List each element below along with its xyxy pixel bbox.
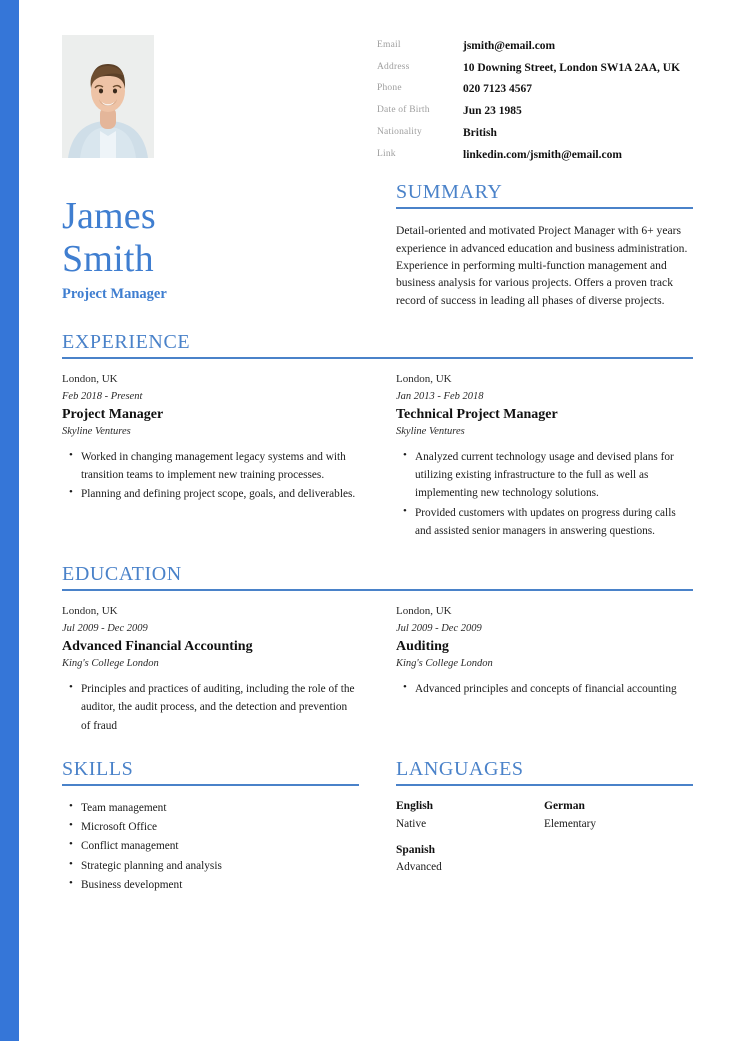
- summary-heading: SUMMARY: [396, 181, 503, 204]
- list-item: • Strategic planning and analysis: [81, 857, 359, 875]
- entry-title: Auditing: [396, 638, 449, 654]
- list-item: • Planning and defining project scope, goals, and deliverables.: [81, 485, 359, 503]
- last-name: Smith: [62, 237, 154, 280]
- entry-organization: Skyline Ventures: [396, 426, 465, 438]
- contact-row-email: [377, 39, 693, 61]
- contact-label-address: Address: [377, 61, 410, 72]
- name-and-summary-head: [62, 181, 693, 309]
- skills-rule: [62, 784, 359, 786]
- contact-value-link[interactable]: linkedin.com/jsmith@email.com: [463, 148, 622, 161]
- language-name: English: [396, 799, 434, 812]
- contact-value-address: 10 Downing Street, London SW1A 2AA, UK: [463, 61, 681, 74]
- language-level: Elementary: [544, 817, 597, 830]
- resume-page: [19, 0, 736, 1041]
- skills-heading: SKILLS: [62, 757, 134, 780]
- entry-title: Project Manager: [62, 406, 164, 422]
- portrait-photo-graphic: [62, 35, 154, 158]
- experience-entry: [62, 372, 359, 541]
- contact-value-phone[interactable]: 020 7123 4567: [463, 83, 532, 96]
- contact-details: [377, 35, 693, 169]
- entry-location: London, UK: [62, 373, 118, 386]
- photo-column: [62, 35, 377, 158]
- contact-label-link: Link: [377, 148, 396, 159]
- language-item: [544, 799, 692, 832]
- header-row: [62, 0, 693, 169]
- contact-row-dob: [377, 104, 693, 126]
- experience-rule: [62, 357, 693, 359]
- education-entries: [62, 604, 693, 736]
- experience-section: [62, 331, 693, 541]
- contact-row-address: [377, 61, 693, 83]
- first-name: James: [62, 195, 156, 238]
- education-heading: EDUCATION: [62, 563, 182, 586]
- name-block-wrap: [62, 181, 359, 309]
- entry-organization: King's College London: [62, 658, 159, 670]
- language-level: Advanced: [396, 861, 442, 874]
- entry-location: London, UK: [396, 605, 452, 618]
- language-name: Spanish: [396, 843, 436, 856]
- list-item: • Principles and practices of auditing, including the role of the auditor, the audit process, and the detection and prevention of fraud: [81, 680, 359, 735]
- entry-bullets: [62, 448, 359, 504]
- education-rule: [62, 589, 693, 591]
- contact-value-dob: Jun 23 1985: [463, 105, 522, 118]
- name-block: [62, 195, 377, 303]
- language-level: Native: [396, 817, 427, 830]
- language-item: [396, 843, 544, 876]
- summary-rule: [396, 207, 693, 209]
- language-item: [396, 799, 544, 832]
- list-item: • Team management: [81, 799, 359, 817]
- education-entry: [396, 604, 693, 736]
- contact-row-nationality: [377, 126, 693, 148]
- list-item: • Conflict management: [81, 837, 359, 855]
- summary-text: Detail-oriented and motivated Project Manager with 6+ years experience in advanced education and business administration. Experience in performing multi-function management and business analysis for various projects. Offers a proven track record of success in leading all phases of diverse projects.: [396, 224, 688, 307]
- contact-label-nationality: Nationality: [377, 126, 422, 137]
- contact-row-phone: [377, 82, 693, 104]
- entry-bullets: [396, 680, 693, 698]
- skills-section: [62, 758, 359, 895]
- education-entry: [62, 604, 359, 736]
- contact-value-nationality: British: [463, 126, 497, 139]
- language-name: German: [544, 799, 585, 812]
- contact-table: [377, 39, 693, 169]
- entry-location: London, UK: [62, 605, 118, 618]
- list-item: • Analyzed current technology usage and devised plans for utilizing existing infrastructure to the full as well as implementing new technology solutions.: [415, 448, 693, 503]
- contact-value-email[interactable]: jsmith@email.com: [463, 40, 556, 52]
- list-item: • Worked in changing management legacy systems and with transition teams to implement new training processes.: [81, 448, 359, 485]
- languages-grid: [396, 788, 693, 875]
- contact-label-phone: Phone: [377, 83, 402, 94]
- education-section: [62, 563, 693, 736]
- languages-section: [396, 758, 693, 895]
- languages-heading: LANGUAGES: [396, 757, 524, 780]
- entry-location: London, UK: [396, 373, 452, 386]
- experience-entries: [62, 372, 693, 541]
- entry-title: Advanced Financial Accounting: [62, 638, 253, 654]
- entry-date: Jul 2009 - Dec 2009: [62, 623, 148, 635]
- entry-title: Technical Project Manager: [396, 406, 558, 422]
- skills-list: [62, 799, 359, 894]
- left-accent-bar: [0, 0, 19, 1041]
- entry-bullets: [396, 448, 693, 540]
- entry-date: Jul 2009 - Dec 2009: [396, 623, 482, 635]
- list-item: • Advanced principles and concepts of financial accounting: [415, 680, 693, 698]
- job-title: Project Manager: [62, 286, 167, 303]
- entry-organization: Skyline Ventures: [62, 426, 131, 438]
- entry-organization: King's College London: [396, 658, 493, 670]
- skills-languages-row: [62, 758, 693, 895]
- contact-row-link: [377, 148, 693, 170]
- experience-entry: [396, 372, 693, 541]
- portrait-photo: [62, 35, 154, 158]
- languages-rule: [396, 784, 693, 786]
- summary-section: [396, 181, 693, 309]
- contact-label-email: Email: [377, 40, 401, 50]
- list-item: • Provided customers with updates on progress during calls and assisted senior managers in answering questions.: [415, 504, 693, 541]
- entry-date: Jan 2013 - Feb 2018: [396, 391, 484, 403]
- resume-content: [62, 0, 693, 895]
- list-item: • Microsoft Office: [81, 818, 359, 836]
- contact-label-dob: Date of Birth: [377, 105, 430, 116]
- list-item: • Business development: [81, 876, 359, 894]
- entry-date: Feb 2018 - Present: [62, 391, 143, 403]
- entry-bullets: [62, 680, 359, 735]
- experience-heading: EXPERIENCE: [62, 331, 191, 354]
